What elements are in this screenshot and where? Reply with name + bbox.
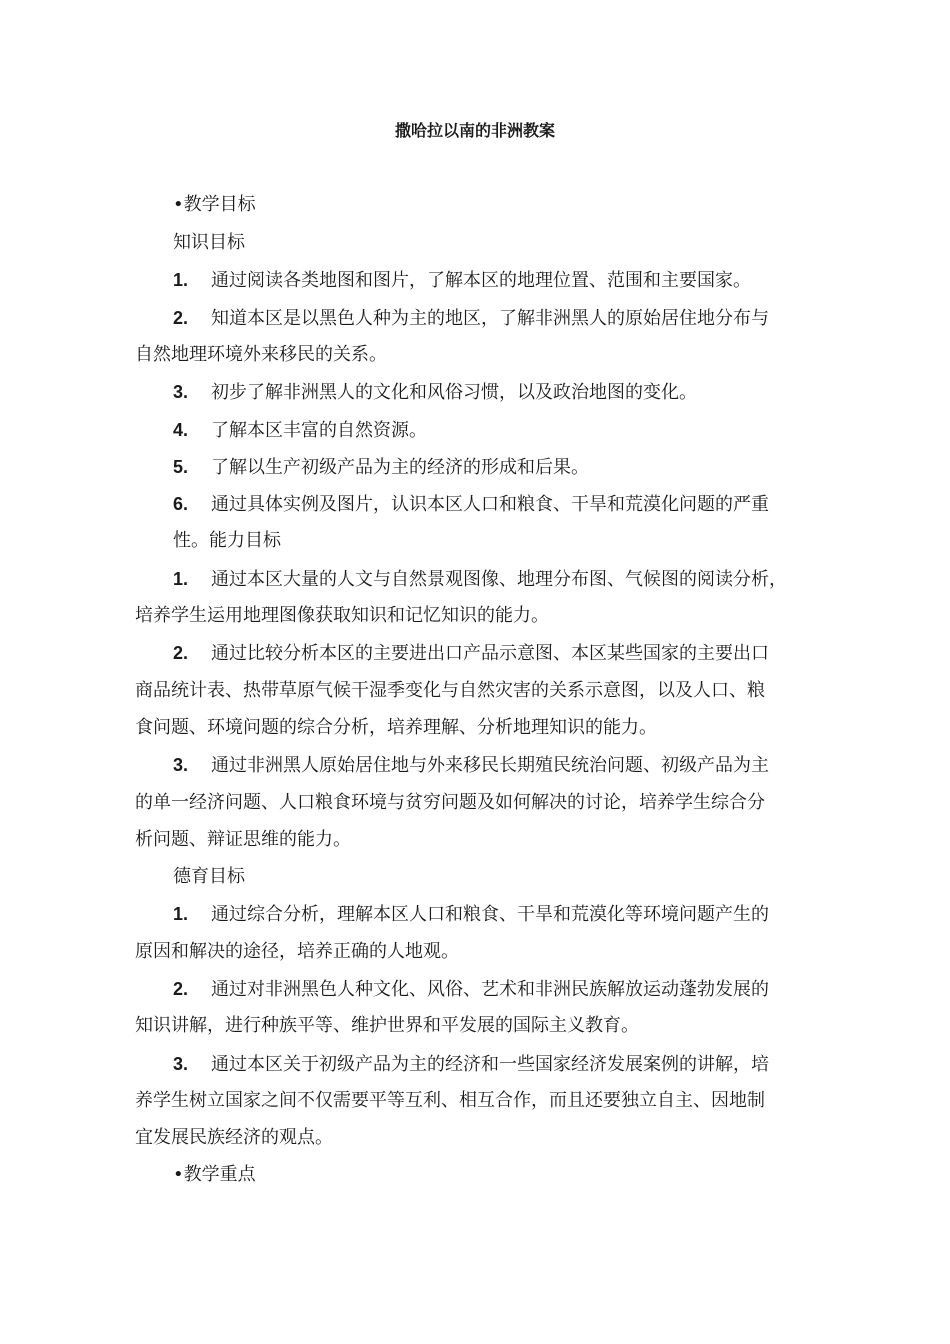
item-number: 3. [173,755,189,775]
knowledge-item-6 [173,492,769,517]
moral-item-2-continued: 知识讲解，进行种族平等、维护世界和平发展的国际主义教育。 [135,1015,639,1036]
item-text: 通过对非洲黑色人种文化、风俗、艺术和非洲民族解放运动蓬勃发展的 [211,979,769,1000]
ability-item-2-continued: 食问题、环境问题的综合分析，培养理解、分析地理知识的能力。 [135,717,657,738]
ability-item-1 [173,567,787,592]
item-text: 通过比较分析本区的主要进出口产品示意图、本区某些国家的主要出口 [211,643,769,664]
item-text: 通过阅读各类地图和图片，了解本区的地理位置、范围和主要国家。 [211,270,751,291]
item-number: 3. [173,1054,189,1074]
item-number: 6. [173,494,189,514]
moral-item-3-continued: 宜发展民族经济的观点。 [135,1127,333,1148]
item-text: 初步了解非洲黑人的文化和风俗习惯，以及政治地图的变化。 [211,382,697,403]
ability-item-3 [173,753,769,778]
moral-item-1 [173,902,769,927]
ability-item-3-continued: 析问题、辩证思维的能力。 [135,829,351,850]
item-text: 通过具体实例及图片，认识本区人口和粮食、干旱和荒漠化问题的严重 [211,494,769,515]
moral-item-3-continued: 养学生树立国家之间不仅需要平等互利、相互合作，而且还要独立自主、因地制 [135,1090,765,1111]
knowledge-item-4 [173,418,427,443]
knowledge-item-2-continued: 自然地理环境外来移民的关系。 [135,344,387,365]
item-text: 了解以生产初级产品为主的经济的形成和后果。 [211,457,589,478]
page-title: 撒哈拉以南的非洲教案 [394,121,555,140]
section-heading-teaching-goals: •教学目标 [173,194,256,215]
ability-item-1-continued: 培养学生运用地理图像获取知识和记忆知识的能力。 [135,605,549,626]
subheading-moral-goals: 德育目标 [173,866,245,887]
knowledge-item-6-continued: 性。能力目标 [173,530,281,551]
item-number: 2. [173,979,189,999]
item-number: 1. [173,569,189,589]
moral-item-2 [173,977,769,1002]
moral-item-3 [173,1052,769,1077]
moral-item-1-continued: 原因和解决的途径，培养正确的人地观。 [135,941,459,962]
item-text: 通过本区大量的人文与自然景观图像、地理分布图、气候图的阅读分析， [211,569,787,590]
ability-item-2 [173,641,769,666]
item-number: 1. [173,904,189,924]
item-text: 通过综合分析，理解本区人口和粮食、干旱和荒漠化等环境问题产生的 [211,904,769,925]
item-number: 3. [173,382,189,402]
item-number: 1. [173,270,189,290]
item-text: 通过非洲黑人原始居住地与外来移民长期殖民统治问题、初级产品为主 [211,755,769,776]
item-text: 知道本区是以黑色人种为主的地区，了解非洲黑人的原始居住地分布与 [211,308,769,329]
knowledge-item-1 [173,268,751,293]
subheading-knowledge-goals: 知识目标 [173,232,245,253]
knowledge-item-2 [173,306,769,331]
section-heading-teaching-focus: •教学重点 [173,1164,256,1185]
item-text: 了解本区丰富的自然资源。 [211,420,427,441]
knowledge-item-5 [173,455,589,480]
item-number: 4. [173,420,189,440]
ability-item-2-continued: 商品统计表、热带草原气候干湿季变化与自然灾害的关系示意图，以及人口、粮 [135,680,765,701]
knowledge-item-3 [173,380,697,405]
item-number: 5. [173,457,189,477]
item-text: 通过本区关于初级产品为主的经济和一些国家经济发展案例的讲解，培 [211,1054,769,1075]
item-number: 2. [173,308,189,328]
ability-item-3-continued: 的单一经济问题、人口粮食环境与贫穷问题及如何解决的讨论，培养学生综合分 [135,792,765,813]
item-number: 2. [173,643,189,663]
